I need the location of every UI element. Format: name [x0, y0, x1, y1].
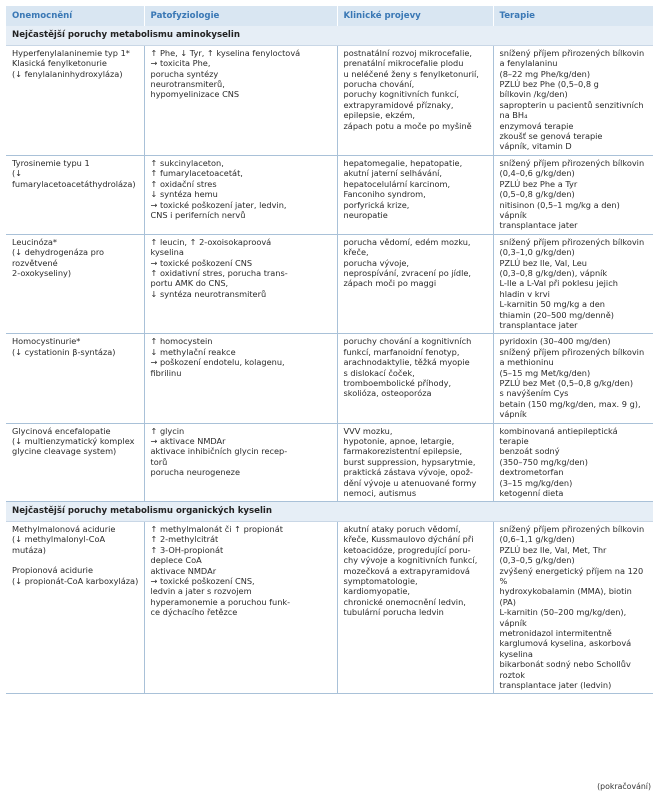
cell-text: (↓ multienzymatický komplex	[12, 436, 135, 447]
cell-text: ↑ homocystein	[150, 336, 213, 347]
cell-text: → toxické poškození CNS,	[150, 575, 255, 586]
cell-text: Hyperfenylalaninemie typ 1*	[12, 47, 130, 58]
cell-text: → toxicita Phe,	[150, 58, 211, 69]
cell-text: vápník	[499, 617, 527, 628]
cell-text: akutní ataky poruch vědomí,	[343, 523, 461, 534]
cell-text: (3–15 mg/kg/den)	[499, 477, 573, 488]
cell-text: ↑ fumarylacetoacetát,	[150, 168, 243, 179]
cell-text: a fenylalaninu	[499, 58, 558, 69]
cell-text: porucha neurogeneze	[150, 467, 240, 478]
cell-text: pyridoxin (30–400 mg/den)	[499, 336, 611, 347]
cell-text: zápach moči po maggi	[343, 278, 437, 289]
section-title: Nejčastější poruchy metabolismu organických kyselin	[6, 502, 653, 521]
cell-text: ↑ glycin	[150, 425, 185, 436]
cell-text: ↑ oxidační stres	[150, 178, 217, 189]
cell-text: (↓ methylmalonyl-CoA mutáza)	[12, 534, 106, 555]
cell-text: (5–15 mg Met/kg/den)	[499, 367, 591, 378]
continued-note: (pokračování)	[597, 782, 651, 791]
cell-text: → toxické poškození CNS	[150, 257, 253, 268]
table-row	[6, 234, 653, 334]
cell-text: (0,6–1,1 g/kg/den)	[499, 534, 575, 545]
cell-text: dextrometorfan	[499, 467, 564, 478]
therapy-cell	[493, 234, 653, 334]
header-therapy: Terapie	[493, 6, 653, 26]
cell-text: nemoci, autismus	[343, 488, 417, 499]
cell-text: postnatální rozvoj mikrocefalie,	[343, 47, 472, 58]
cell-text: s dislokací čoček,	[343, 367, 415, 378]
cell-text: hypomyelinizace CNS	[150, 89, 240, 100]
cell-text: skolióza, osteoporóza	[343, 388, 432, 399]
disease-cell	[6, 234, 144, 334]
cell-text: Tyrosinemie typu 1	[12, 157, 90, 168]
cell-text: hydroxykobalamin (MMA), biotin	[499, 586, 632, 597]
cell-text: křeče,	[343, 247, 369, 258]
cell-text: thiamin (20–500 mg/denně)	[499, 309, 614, 320]
cell-text: (↓ dehydrogenáza pro rozvětvené	[12, 247, 105, 268]
pathophysiology-cell	[144, 45, 337, 155]
disease-cell	[6, 334, 144, 423]
table-body	[6, 26, 653, 693]
table-row	[6, 45, 653, 155]
cell-text: na BH₄	[499, 110, 528, 121]
cell-text: transplantace jater	[499, 319, 578, 330]
cell-text: porucha vědomí, edém mozku,	[343, 236, 471, 247]
cell-text: fibrilinu	[150, 367, 182, 378]
cell-text: → poškození endotelu, kolagenu,	[150, 357, 285, 368]
cell-text: zvýšený energetický příjem na 120 %	[499, 565, 644, 586]
cell-text: (8–22 mg Phe/kg/den)	[499, 68, 591, 79]
cell-text: nitisinon (0,5–1 mg/kg a den)	[499, 199, 620, 210]
table-container	[6, 6, 653, 694]
cell-text: ↓ syntéza hemu	[150, 189, 218, 200]
cell-text: roztok	[499, 669, 525, 680]
cell-text: extrapyramidové příznaky,	[343, 99, 454, 110]
cell-text: kyselina	[150, 247, 184, 258]
cell-text: mozečková a extrapyramidová	[343, 565, 470, 576]
clinical-cell	[337, 423, 493, 502]
cell-text: ↑ Phe, ↓ Tyr, ↑ kyselina fenyloctová	[150, 47, 301, 58]
cell-text: (0,3–0,8 g/kg/den), vápník	[499, 267, 608, 278]
cell-text: PZLÚ bez Phe a Tyr	[499, 178, 578, 189]
cell-text: s navýšením Cys	[499, 388, 569, 399]
cell-text: symptomatologie,	[343, 575, 418, 586]
cell-text: deplece CoA	[150, 555, 202, 566]
cell-text: transplantace jater	[499, 220, 578, 231]
cell-text: ↓ syntéza neurotransmiterů	[150, 288, 267, 299]
section-title: Nejčastější poruchy metabolismu aminokyselin	[6, 26, 653, 45]
cell-text: snížený příjem přirozených bílkovin	[499, 236, 645, 247]
table-row	[6, 423, 653, 502]
cell-text: křeče, Kussmaulovo dýchání při	[343, 534, 474, 545]
cell-text: porucha chování,	[343, 79, 415, 90]
cell-text: poruchy chování a kognitivních	[343, 336, 472, 347]
cell-text: (0,5–0,8 g/kg/den)	[499, 189, 575, 200]
clinical-cell	[337, 521, 493, 694]
cell-text: (0,3–1,0 g/kg/den)	[499, 247, 575, 258]
cell-text: bikarbonát sodný nebo Schollův	[499, 659, 631, 670]
cell-text: (PA)	[499, 596, 516, 607]
cell-text: kyselina	[499, 648, 533, 659]
therapy-cell	[493, 521, 653, 694]
header-pathophysiology: Patofyziologie	[144, 6, 337, 26]
cell-text: Glycinová encefalopatie	[12, 425, 111, 436]
cell-text: L-karnitin 50 mg/kg a den	[499, 299, 605, 310]
disease-cell	[6, 423, 144, 502]
cell-text: aktivace NMDAr	[150, 565, 217, 576]
cell-text: (↓ cystationin β-syntáza)	[12, 346, 116, 357]
header-disease: Onemocnění	[6, 6, 144, 26]
cell-text: aktivace inhibičních glycin recep-	[150, 446, 288, 457]
cell-text: ↑ methylmalonát či ↑ propionát	[150, 523, 283, 534]
clinical-cell	[337, 45, 493, 155]
cell-text: tubulární porucha ledvin	[343, 607, 444, 618]
cell-text: chronické onemocnění ledvin,	[343, 596, 466, 607]
table-row	[6, 521, 653, 694]
pathophysiology-cell	[144, 423, 337, 502]
cell-text: → aktivace NMDAr	[150, 436, 226, 447]
pathophysiology-cell	[144, 521, 337, 694]
cell-text: ketogenní dieta	[499, 488, 564, 499]
cell-text: burst suppression, hypsarytmie,	[343, 456, 476, 467]
cell-text: Fanconiho syndrom,	[343, 189, 426, 200]
cell-text: ↑ 3-OH-propionát	[150, 544, 224, 555]
cell-text: ketoacidóze, progredující poru-	[343, 544, 471, 555]
cell-text: Klasická fenylketonurie	[12, 58, 107, 69]
therapy-cell	[493, 334, 653, 423]
cell-text: snížený příjem přirozených bílkovin	[499, 157, 645, 168]
cell-text: glycine cleavage system)	[12, 446, 117, 457]
cell-text: akutní jaterní selhávání,	[343, 168, 443, 179]
cell-text: chy vývoje a kognitivních funkcí,	[343, 555, 478, 566]
cell-text: (↓ fenylalaninhydroxyláza)	[12, 68, 123, 79]
cell-text: hepatocelulární karcinom,	[343, 178, 451, 189]
cell-text: ledvin a jater s rozvojem	[150, 586, 252, 597]
cell-text: Methylmalonová acidurie	[12, 523, 116, 534]
cell-text: zkoušť se genová terapie	[499, 131, 603, 142]
cell-text: transplantace jater (ledvin)	[499, 679, 612, 690]
cell-text: (0,3–0,5 g/kg/den)	[499, 555, 575, 566]
pathophysiology-cell	[144, 334, 337, 423]
cell-text: u neléčené ženy s fenylketonurií,	[343, 68, 479, 79]
metabolic-disorders-table	[6, 6, 653, 694]
cell-text: snížený příjem přirozených bílkovin	[499, 346, 645, 357]
cell-text: Leucinóza*	[12, 236, 58, 247]
cell-text: ↓ methylační reakce	[150, 346, 236, 357]
cell-text: ce dýchacího řetězce	[150, 607, 238, 618]
cell-text: metronidazol intermitentně	[499, 627, 612, 638]
cell-text: neuropatie	[343, 209, 388, 220]
cell-text: L-karnitin (50–200 mg/kg/den),	[499, 607, 627, 618]
cell-text: snížený příjem přirozených bílkovin	[499, 47, 645, 58]
header-clinical: Klinické projevy	[337, 6, 493, 26]
cell-text: PZLÚ bez Ile, Val, Leu	[499, 257, 587, 268]
cell-text: porucha syntézy	[150, 68, 219, 79]
cell-text: (↓ propionát-CoA karboxyláza)	[12, 575, 139, 586]
cell-text: sapropterin u pacientů senzitivních	[499, 99, 644, 110]
clinical-cell	[337, 334, 493, 423]
cell-text: poruchy kognitivních funkcí,	[343, 89, 459, 100]
header-row	[6, 6, 653, 26]
cell-text: hladin v krvi	[499, 288, 550, 299]
therapy-cell	[493, 155, 653, 234]
cell-text: snížený příjem přirozených bílkovin	[499, 523, 645, 534]
cell-text: porfyrická krize,	[343, 199, 410, 210]
cell-text: PZLÚ bez Phe (0,5–0,8 g	[499, 79, 599, 90]
therapy-cell	[493, 45, 653, 155]
cell-text: farmakorezistentní epilepsie,	[343, 446, 463, 457]
cell-text: Propionová acidurie	[12, 565, 93, 576]
cell-text: Homocystinurie*	[12, 336, 81, 347]
cell-text: vápník, vitamin D	[499, 141, 572, 152]
pathophysiology-cell	[144, 155, 337, 234]
pathophysiology-cell	[144, 234, 337, 334]
cell-text: L-Ile a L-Val při poklesu jejich	[499, 278, 618, 289]
cell-text: funkcí, marfanoidní fenotyp,	[343, 346, 460, 357]
cell-text: kombinovaná antiepileptická	[499, 425, 618, 436]
cell-text: VVV mozku,	[343, 425, 393, 436]
cell-text: betain (150 mg/kg/den, max. 9 g),	[499, 398, 641, 409]
cell-text: karglumová kyselina, askorbová	[499, 638, 632, 649]
cell-text: ↑ 2-methylcitrát	[150, 534, 219, 545]
clinical-cell	[337, 234, 493, 334]
cell-text: prenatální mikrocefalie plodu	[343, 58, 464, 69]
cell-text: CNS i periferních nervů	[150, 209, 246, 220]
disease-cell	[6, 45, 144, 155]
cell-text: hyperamonemie a poruchou funk-	[150, 596, 291, 607]
cell-text: portu AMK do CNS,	[150, 278, 229, 289]
cell-text: PZLÚ bez Ile, Val, Met, Thr	[499, 544, 607, 555]
disease-cell	[6, 521, 144, 694]
cell-text: (↓ fumarylacetoacetáthydroláza)	[12, 168, 136, 189]
section-row	[6, 502, 653, 521]
cell-text: neprospívání, zvracení po jídle,	[343, 267, 471, 278]
cell-text: (350–750 mg/kg/den)	[499, 456, 588, 467]
therapy-cell	[493, 423, 653, 502]
cell-text: benzoát sodný	[499, 446, 560, 457]
table-row	[6, 155, 653, 234]
cell-text: vápník	[499, 209, 527, 220]
cell-text: → toxické poškození jater, ledvin,	[150, 199, 287, 210]
cell-text: (0,4–0,6 g/kg/den)	[499, 168, 575, 179]
cell-text: 2-oxokyseliny)	[12, 267, 72, 278]
table-row	[6, 334, 653, 423]
cell-text: epilepsie, ekzém,	[343, 110, 415, 121]
cell-text: enzymová terapie	[499, 120, 574, 131]
cell-text: porucha vývoje,	[343, 257, 410, 268]
cell-text: tromboembolické příhody,	[343, 378, 452, 388]
cell-text: PZLÚ bez Met (0,5–0,8 g/kg/den)	[499, 378, 634, 388]
cell-text: ↑ sukcinylaceton,	[150, 157, 224, 168]
section-row	[6, 26, 653, 45]
cell-text: arachnodaktylie, těžká myopie	[343, 357, 470, 368]
cell-text: hepatomegalie, hepatopatie,	[343, 157, 463, 168]
cell-text: bílkovin /kg/den)	[499, 89, 568, 100]
cell-text: hypotonie, apnoe, letargie,	[343, 436, 455, 447]
cell-text: ↑ oxidativní stres, porucha trans-	[150, 267, 288, 278]
cell-text: ↑ leucin, ↑ 2-oxoisokaproová	[150, 236, 272, 247]
cell-text: vápník	[499, 409, 527, 420]
cell-text: praktická zástava vývoje, opož-	[343, 467, 473, 478]
cell-text: torů	[150, 456, 168, 467]
clinical-cell	[337, 155, 493, 234]
disease-cell	[6, 155, 144, 234]
cell-text: kardiomyopatie,	[343, 586, 410, 597]
cell-text: dění vývoje u atenuované formy	[343, 477, 477, 488]
spacer	[12, 555, 141, 565]
cell-text: zápach potu a moče po myšině	[343, 120, 472, 131]
cell-text: a methioninu	[499, 357, 554, 368]
cell-text: terapie	[499, 436, 529, 447]
cell-text: neurotransmiterů,	[150, 79, 225, 90]
